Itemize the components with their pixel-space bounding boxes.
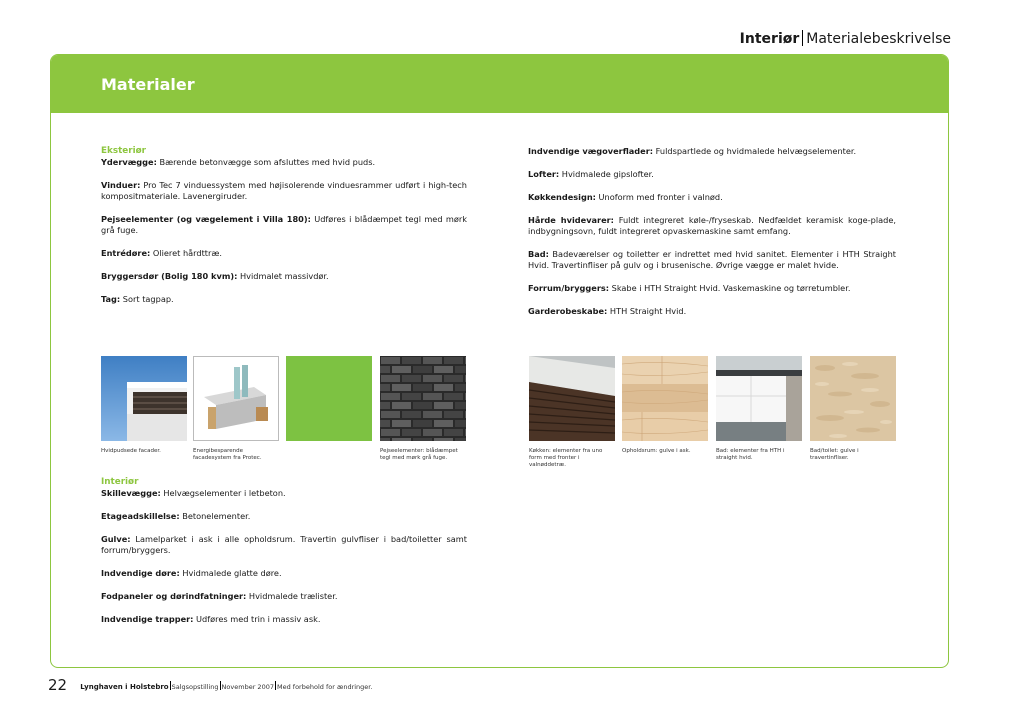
spec-floor-divisions: Etageadskillelse: Betonelementer. xyxy=(101,511,251,521)
photo-ash-floor xyxy=(622,356,708,441)
spec-entry-doors: Entrédøre: Olieret hårdttræ. xyxy=(101,248,223,258)
spec-skirting: Fodpaneler og dørindfatninger: Hvidmalede trælister. xyxy=(101,591,338,601)
spec-kitchen: Køkkendesign: Unoform med fronter i valnød. xyxy=(528,192,723,202)
caption-brick: Pejseelementer: blådæmpet tegl med mørk grå fuge. xyxy=(380,448,458,461)
photo-brick xyxy=(380,356,466,441)
spec-roof: Tag: Sort tagpap. xyxy=(101,294,174,304)
panel-header xyxy=(51,55,948,113)
footer-doc: Salgsopstilling xyxy=(171,683,219,691)
caption-bath: Bad: elementer fra HTH i straight hvid. xyxy=(716,448,785,461)
spec-windows: Vinduer: Pro Tec 7 vinduessystem med højisolerende vinduesrammer udført i high-tech kompositmateriale. Lavenergiruder. xyxy=(101,180,467,201)
caption-travertine: Bad/toilet: gulve i travertinfliser. xyxy=(810,448,859,461)
footer-disclaimer: Med forbehold for ændringer. xyxy=(276,683,373,691)
footer-divider xyxy=(275,681,276,690)
exterior-section xyxy=(101,146,467,317)
spec-utility-door: Bryggersdør (Bolig 180 kvm): Hvidmalet massivdør. xyxy=(101,271,329,281)
photo-bathroom xyxy=(716,356,802,441)
exterior-heading: Eksteriør xyxy=(101,146,147,156)
spec-bathroom: Bad: Badeværelser og toiletter er indrettet med hvid sanitet. Elementer i HTH Straight Hvid. Travertinfliser på gulv og i brusenische. Øvrige vægge er malet hvide. xyxy=(528,249,896,270)
footer-divider xyxy=(220,681,221,690)
footer-project: Lynghaven i Holstebro xyxy=(80,683,169,691)
interior-heading: Interiør xyxy=(101,477,139,487)
panel-heading: Materialer xyxy=(101,74,195,94)
photo-travertine xyxy=(810,356,896,441)
spec-interior-walls: Indvendige vægoverflader: Fuldspartlede og hvidmalede helvægselementer. xyxy=(528,146,857,156)
caption-kitchen: Køkken: elementer fra uno form med fronter i valnøddetræ. xyxy=(529,448,603,468)
footer-date: November 2007 xyxy=(221,683,274,691)
header-bar xyxy=(740,30,951,47)
page-footer xyxy=(48,674,372,694)
footer-divider xyxy=(170,681,171,690)
spec-utility-room: Forrum/bryggers: Skabe i HTH Straight Hvid. Vaskemaskine og tørretumbler. xyxy=(528,283,851,293)
spec-ceilings: Lofter: Hvidmalede gipslofter. xyxy=(528,169,654,179)
title-divider xyxy=(802,30,803,46)
spec-appliances: Hårde hvidevarer: Fuldt integreret køle-/fryseskab. Nedfældet keramisk koge-plade, indbygningsovn, fuldt integreret opvaskemaskine samt emfang. xyxy=(528,215,896,236)
spec-exterior-walls: Ydervægge: Bærende betonvægge som afsluttes med hvid puds. xyxy=(101,157,376,167)
photo-window-profile xyxy=(193,356,279,441)
spec-fireplace: Pejseelementer (og vægelement i Villa 180): Udføres i blådæmpet tegl med mørk grå fuge. xyxy=(101,214,467,235)
photo-kitchen xyxy=(529,356,615,441)
photo-facade xyxy=(101,356,187,441)
caption-ash: Opholdsrum: gulve i ask. xyxy=(622,448,691,454)
page-number: 22 xyxy=(48,676,68,694)
interior-surfaces-section xyxy=(528,146,896,329)
spec-stairs: Indvendige trapper: Udføres med trin i massiv ask. xyxy=(101,614,321,624)
caption-window: Energibesparende facadesystem fra Protec. xyxy=(193,448,262,461)
spec-wardrobes: Garderobeskabe: HTH Straight Hvid. xyxy=(528,306,687,316)
caption-facade: Hvidpudsede facader. xyxy=(101,448,161,454)
spec-partitions: Skillevægge: Helvægselementer i letbeton. xyxy=(101,488,286,498)
section-subtitle: Materialebeskrivelse xyxy=(806,31,951,47)
section-title: Interiør xyxy=(739,31,800,47)
color-swatch-green xyxy=(286,356,372,441)
interior-section xyxy=(101,477,467,637)
spec-interior-doors: Indvendige døre: Hvidmalede glatte døre. xyxy=(101,568,282,578)
spec-floors: Gulve: Lamelparket i ask i alle opholdsrum. Travertin gulvfliser i bad/toiletter samt forrum/bryggers. xyxy=(101,534,467,555)
